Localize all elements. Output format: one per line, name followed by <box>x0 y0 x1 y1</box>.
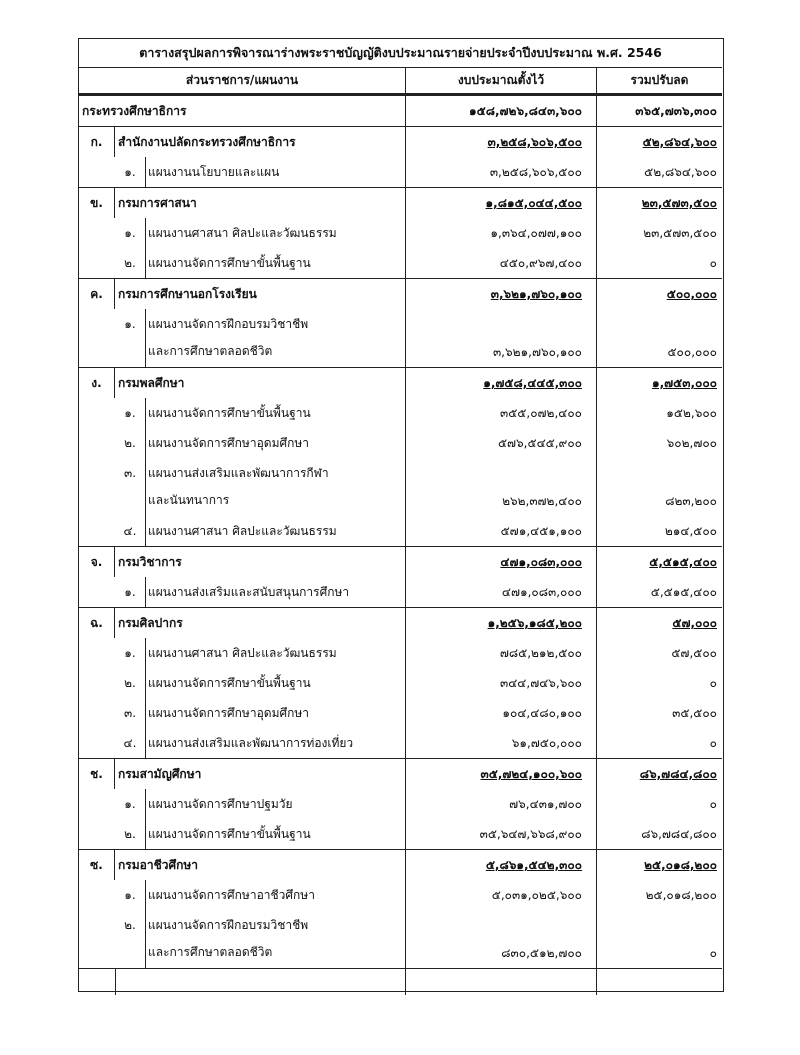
ministry-cut: ๓๖๕,๗๓๖,๓๐๐ <box>596 96 722 126</box>
row-cut: ๒๕,๐๑๘,๒๐๐ <box>596 850 722 880</box>
row-name <box>115 759 405 789</box>
row-number: ก. <box>79 127 115 157</box>
table-header-row <box>79 67 722 95</box>
row-name-text: สำนักงานปลัดกระทรวงศึกษาธิการ <box>118 135 296 149</box>
row-name-text: กรมพลศึกษา <box>118 376 185 390</box>
row-cut: ๑,๗๕๓,๐๐๐ <box>596 368 722 398</box>
row-budget: ๖๑,๗๕๐,๐๐๐ <box>405 728 596 758</box>
row-number: ๑. <box>124 646 136 660</box>
row-budget: ๕๗๑,๔๕๑,๑๐๐ <box>405 516 596 546</box>
row-budget: ๓๔๔,๗๔๖,๖๐๐ <box>405 668 596 698</box>
row-number: ๒. <box>124 827 136 841</box>
row-budget: ๑๐๔,๔๘๐,๑๐๐ <box>405 698 596 728</box>
row-budget: ๓๕๕,๐๗๒,๔๐๐ <box>405 398 596 428</box>
row-cut: ๐ <box>596 248 722 278</box>
row-name <box>145 789 405 819</box>
plan-row <box>79 218 722 248</box>
row-number: ๔. <box>123 736 137 750</box>
budget-table <box>79 67 722 995</box>
row-cut: ๒๓,๕๗๓,๕๐๐ <box>596 188 722 218</box>
row-budget: ๑,๗๕๘,๔๔๕,๓๐๐ <box>405 368 596 398</box>
row-name <box>145 309 405 367</box>
row-name-line2: และการศึกษาตลอดชีวิต <box>148 344 273 358</box>
row-name <box>145 910 405 968</box>
ministry-budget: ๑๕๘,๗๒๖,๘๔๓,๖๐๐ <box>405 96 596 126</box>
row-cut: ๒๑๔,๕๐๐ <box>596 516 722 546</box>
row-name <box>115 188 405 218</box>
header-cut: รวมปรับลด <box>596 67 722 93</box>
table-blank-row <box>79 968 722 995</box>
row-budget: ๔๗๑,๐๘๓,๐๐๐ <box>405 577 596 607</box>
row-name-text: แผนงานศาสนา ศิลปะและวัฒนธรรม <box>148 646 337 660</box>
row-name-text: แผนงานจัดการศึกษาขั้นพื้นฐาน <box>148 827 311 841</box>
plan-row <box>79 910 722 968</box>
row-name <box>115 279 405 309</box>
blank-cell <box>79 969 115 995</box>
row-cut: ๑๕๒,๖๐๐ <box>596 398 722 428</box>
row-name <box>115 127 405 157</box>
row-budget: ๕๗๖,๕๔๕,๙๐๐ <box>405 428 596 458</box>
row-cut: ๕๐๐,๐๐๐ <box>596 309 722 367</box>
department-row <box>79 758 722 789</box>
row-cut: ๐ <box>596 668 722 698</box>
header-budget: งบประมาณตั้งไว้ <box>405 67 596 93</box>
row-cut: ๐ <box>596 728 722 758</box>
row-name <box>145 577 405 607</box>
row-number: ๑. <box>124 165 136 179</box>
plan-row <box>79 398 722 428</box>
row-name-line2: และนันทนาการ <box>148 493 230 507</box>
row-budget: ๓,๒๕๘,๖๐๖,๕๐๐ <box>405 157 596 187</box>
plan-row <box>79 458 722 516</box>
department-row <box>79 187 722 218</box>
row-name <box>145 819 405 849</box>
row-name-text: กรมวิชาการ <box>118 555 182 569</box>
row-number: ๒. <box>124 918 136 932</box>
department-row <box>79 126 722 157</box>
row-cut: ๓๕,๕๐๐ <box>596 698 722 728</box>
row-budget: ๑,๘๑๕,๐๔๔,๕๐๐ <box>405 188 596 218</box>
blank-cell <box>596 969 722 995</box>
plan-row <box>79 577 722 607</box>
row-name-text: แผนงานจัดการศึกษาขั้นพื้นฐาน <box>148 256 311 270</box>
row-budget: ๘๓๐,๕๑๒,๗๐๐ <box>405 910 596 968</box>
row-number: ซ. <box>79 850 115 880</box>
row-number: ๑. <box>124 226 136 240</box>
row-name-text: แผนงานศาสนา ศิลปะและวัฒนธรรม <box>148 524 337 538</box>
plan-row <box>79 428 722 458</box>
plan-row <box>79 309 722 367</box>
row-name <box>145 516 405 546</box>
row-number: ๑. <box>124 317 136 331</box>
row-budget: ๓๕,๗๒๔,๑๐๐,๖๐๐ <box>405 759 596 789</box>
row-name-text: กรมศิลปากร <box>118 616 183 630</box>
row-name-text: กรมการศาสนา <box>118 196 197 210</box>
row-name <box>145 668 405 698</box>
row-budget: ๗๘๕,๒๑๒,๕๐๐ <box>405 638 596 668</box>
department-row <box>79 607 722 638</box>
row-name-text: กรมอาชีวศึกษา <box>118 858 198 872</box>
row-number: ๔. <box>123 524 137 538</box>
plan-row <box>79 819 722 849</box>
row-name <box>145 248 405 278</box>
row-name-text: กรมการศึกษานอกโรงเรียน <box>118 287 257 301</box>
row-name-text: แผนงานส่งเสริมและพัฒนาการท่องเที่ยว <box>148 736 354 750</box>
row-number: ช. <box>79 759 115 789</box>
row-name-text: แผนงานศาสนา ศิลปะและวัฒนธรรม <box>148 226 337 240</box>
department-row <box>79 278 722 309</box>
plan-row <box>79 789 722 819</box>
department-row <box>79 367 722 398</box>
row-name <box>145 218 405 248</box>
row-name-line1: แผนงานจัดการฝึกอบรมวิชาชีพ <box>148 317 309 331</box>
row-number: ง. <box>79 368 115 398</box>
plan-row <box>79 157 722 187</box>
row-cut: ๐ <box>596 910 722 968</box>
row-number: จ. <box>79 547 115 577</box>
row-number: ๓. <box>123 466 137 480</box>
row-name-text: แผนงานจัดการศึกษาอุดมศึกษา <box>148 436 310 450</box>
row-name <box>145 638 405 668</box>
row-cut: ๖๐๒,๗๐๐ <box>596 428 722 458</box>
row-budget: ๓,๒๕๘,๖๐๖,๕๐๐ <box>405 127 596 157</box>
page-title: ตารางสรุปผลการพิจารณาร่างพระราชบัญญัติงบประมาณรายจ่ายประจำปีงบประมาณ พ.ศ. 2546 <box>79 39 722 68</box>
row-cut: ๘๒๓,๒๐๐ <box>596 458 722 516</box>
row-budget: ๗๖,๔๓๑,๗๐๐ <box>405 789 596 819</box>
row-name-text: แผนงานนโยบายและแผน <box>148 165 280 179</box>
row-name-text: แผนงานส่งเสริมและสนับสนุนการศึกษา <box>148 585 350 599</box>
row-name <box>145 428 405 458</box>
plan-row <box>79 880 722 910</box>
department-row <box>79 849 722 880</box>
row-cut: ๒๕,๐๑๘,๒๐๐ <box>596 880 722 910</box>
row-budget: ๓,๖๒๑,๗๖๐,๑๐๐ <box>405 309 596 367</box>
row-budget: ๕,๐๓๑,๐๒๕,๖๐๐ <box>405 880 596 910</box>
row-number: ๒. <box>124 256 136 270</box>
row-budget: ๓๕,๖๔๗,๖๖๘,๙๐๐ <box>405 819 596 849</box>
row-cut: ๕,๕๑๕,๔๐๐ <box>596 577 722 607</box>
row-name <box>115 850 405 880</box>
header-unit: ส่วนราชการ/แผนงาน <box>185 73 299 87</box>
plan-row <box>79 248 722 278</box>
row-budget: ๔๗๑,๐๘๓,๐๐๐ <box>405 547 596 577</box>
row-budget: ๑,๓๖๔,๐๗๗,๑๐๐ <box>405 218 596 248</box>
row-cut: ๐ <box>596 789 722 819</box>
row-number: ๑. <box>124 406 136 420</box>
row-cut: ๕๗,๐๐๐ <box>596 608 722 638</box>
row-name <box>115 547 405 577</box>
row-name-line2: และการศึกษาตลอดชีวิต <box>148 945 273 959</box>
row-name-line1: แผนงานจัดการฝึกอบรมวิชาชีพ <box>148 918 309 932</box>
row-name-line1: แผนงานส่งเสริมและพัฒนาการกีฬา <box>148 466 329 480</box>
row-name-text: แผนงานจัดการศึกษาปฐมวัย <box>148 797 293 811</box>
budget-summary-page <box>78 38 724 992</box>
row-number: ๑. <box>124 585 136 599</box>
blank-cell <box>115 969 405 995</box>
row-name <box>145 458 405 516</box>
row-name <box>115 608 405 638</box>
row-number: ๑. <box>124 888 136 902</box>
row-name-text: กรมสามัญศึกษา <box>118 767 202 781</box>
row-cut: ๕๗,๕๐๐ <box>596 638 722 668</box>
row-budget: ๒๖๒,๓๗๒,๔๐๐ <box>405 458 596 516</box>
department-row <box>79 546 722 577</box>
row-number: ค. <box>79 279 115 309</box>
row-number: ข. <box>79 188 115 218</box>
plan-row <box>79 668 722 698</box>
plan-row <box>79 728 722 758</box>
plan-row <box>79 638 722 668</box>
row-budget: ๔๕๐,๙๖๗,๔๐๐ <box>405 248 596 278</box>
row-cut: ๘๖,๗๘๔,๘๐๐ <box>596 819 722 849</box>
row-name-text: แผนงานจัดการศึกษาอาชีวศึกษา <box>148 888 315 902</box>
row-budget: ๕,๘๖๑,๕๔๒,๓๐๐ <box>405 850 596 880</box>
row-name <box>145 398 405 428</box>
row-name <box>145 157 405 187</box>
row-number: ฉ. <box>79 608 115 638</box>
row-cut: ๘๖,๗๘๔,๘๐๐ <box>596 759 722 789</box>
row-name <box>145 728 405 758</box>
row-cut: ๕,๕๑๕,๔๐๐ <box>596 547 722 577</box>
row-name-text: แผนงานจัดการศึกษาขั้นพื้นฐาน <box>148 676 311 690</box>
row-name <box>115 368 405 398</box>
row-name <box>145 880 405 910</box>
row-number: ๒. <box>124 676 136 690</box>
row-number: ๓. <box>123 706 137 720</box>
ministry-name: กระทรวงศึกษาธิการ <box>82 104 187 118</box>
row-number: ๑. <box>124 797 136 811</box>
row-budget: ๑,๒๕๖,๑๘๕,๒๐๐ <box>405 608 596 638</box>
blank-cell <box>405 969 596 995</box>
row-cut: ๕๒,๘๖๔,๖๐๐ <box>596 127 722 157</box>
plan-row <box>79 516 722 546</box>
row-budget: ๓,๖๒๑,๗๖๐,๑๐๐ <box>405 279 596 309</box>
row-name <box>145 698 405 728</box>
row-name-text: แผนงานจัดการศึกษาขั้นพื้นฐาน <box>148 406 311 420</box>
row-number: ๒. <box>124 436 136 450</box>
row-cut: ๕๒,๘๖๔,๖๐๐ <box>596 157 722 187</box>
plan-row <box>79 698 722 728</box>
ministry-row <box>79 95 722 126</box>
row-cut: ๕๐๐,๐๐๐ <box>596 279 722 309</box>
row-cut: ๒๓,๕๗๓,๕๐๐ <box>596 218 722 248</box>
row-name-text: แผนงานจัดการศึกษาอุดมศึกษา <box>148 706 310 720</box>
